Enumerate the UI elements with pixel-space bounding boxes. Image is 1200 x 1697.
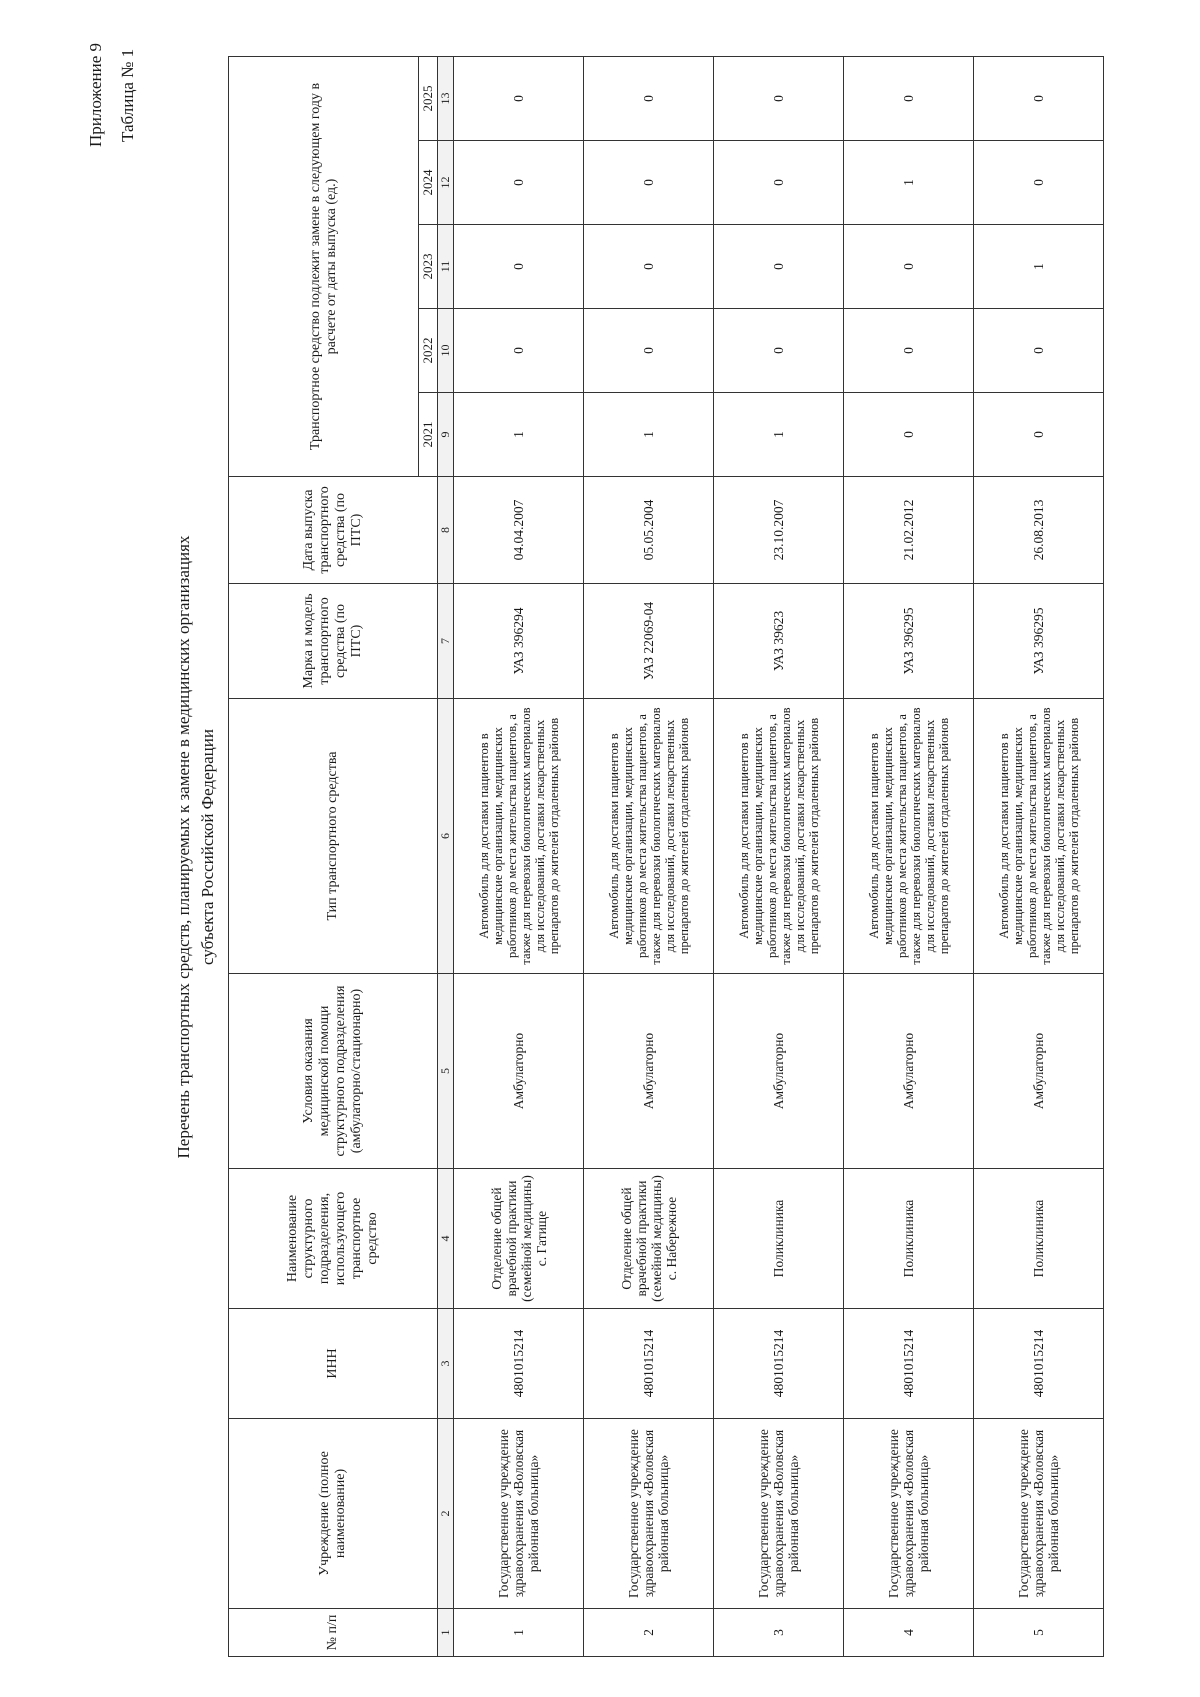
row-year-value: 0: [584, 225, 714, 309]
row-number: 5: [974, 1609, 1104, 1657]
row-year-value: 1: [844, 141, 974, 225]
row-vehicle-type: Автомобиль для доставки пациентов в медицинские организации, медицинских работников до места жительства пациентов, а также для перевозки биологических материалов для исследований, доставки лекарственных препаратов до жителей отдаленных районов: [714, 699, 844, 974]
column-number-row: [438, 56, 454, 1656]
row-vehicle-type: Автомобиль для доставки пациентов в медицинские организации, медицинских работников до места жительства пациентов, а также для перевозки биологических материалов для исследований, доставки лекарственных препаратов до жителей отдаленных районов: [844, 699, 974, 974]
row-conditions: Амбулаторно: [584, 974, 714, 1169]
title-line-1: Перечень транспортных средств, планируемых к замене в медицинских организациях: [174, 535, 193, 1159]
row-year-value: 0: [714, 141, 844, 225]
row-conditions: Амбулаторно: [844, 974, 974, 1169]
annex-label: Приложение 9: [86, 43, 105, 147]
row-year-value: 0: [584, 141, 714, 225]
column-number: 8: [438, 477, 454, 584]
row-unit: Отделение общей врачебной практики (семейной медицины) с. Гатище: [454, 1169, 584, 1309]
column-number: 10: [438, 309, 454, 393]
row-number: 1: [454, 1609, 584, 1657]
row-year-value: 0: [714, 309, 844, 393]
row-unit: Поликлиника: [844, 1169, 974, 1309]
row-unit: Отделение общей врачебной практики (семейной медицины) с. Набережное: [584, 1169, 714, 1309]
col-header-vehicle-type: Тип транспортного средства: [229, 699, 438, 974]
row-year-value: 1: [454, 393, 584, 477]
row-year-value: 0: [844, 225, 974, 309]
row-unit: Поликлиника: [714, 1169, 844, 1309]
row-year-value: 0: [714, 225, 844, 309]
col-header-release-date: Дата выпуска транспортного средства (по ПТС): [229, 477, 438, 584]
document-title: [172, 97, 220, 1597]
row-release-date: 05.05.2004: [584, 477, 714, 584]
row-model: УАЗ 396295: [974, 584, 1104, 699]
row-release-date: 04.04.2007: [454, 477, 584, 584]
row-year-value: 0: [844, 309, 974, 393]
row-unit: Поликлиника: [974, 1169, 1104, 1309]
row-year-value: 1: [584, 393, 714, 477]
row-release-date: 26.08.2013: [974, 477, 1104, 584]
year-header: 2022: [419, 309, 438, 393]
row-inn: 4801015214: [844, 1309, 974, 1419]
row-year-value: 0: [844, 56, 974, 140]
row-model: УАЗ 39623: [714, 584, 844, 699]
table-row: [454, 56, 584, 1656]
row-number: 3: [714, 1609, 844, 1657]
row-organization: Государственное учреждение здравоохранения «Воловская районная больница»: [454, 1419, 584, 1609]
title-line-2: субъекта Российской Федерации: [198, 729, 217, 965]
column-number: 2: [438, 1419, 454, 1609]
col-header-conditions: Условия оказания медицинской помощи структурного подразделения (амбулаторно/стационарно): [229, 974, 438, 1169]
row-vehicle-type: Автомобиль для доставки пациентов в медицинские организации, медицинских работников до места жительства пациентов, а также для перевозки биологических материалов для исследований, доставки лекарственных препаратов до жителей отдаленных районов: [454, 699, 584, 974]
row-year-value: 0: [584, 309, 714, 393]
row-year-value: 0: [974, 309, 1104, 393]
column-number: 12: [438, 141, 454, 225]
row-year-value: 1: [714, 393, 844, 477]
header-row: [229, 56, 419, 1656]
column-number: 4: [438, 1169, 454, 1309]
row-model: УАЗ 396295: [844, 584, 974, 699]
table-row: [584, 56, 714, 1656]
column-number: 6: [438, 699, 454, 974]
row-year-value: 0: [454, 141, 584, 225]
column-number: 5: [438, 974, 454, 1169]
row-inn: 4801015214: [974, 1309, 1104, 1419]
row-conditions: Амбулаторно: [454, 974, 584, 1169]
row-year-value: 0: [454, 309, 584, 393]
row-organization: Государственное учреждение здравоохранения «Воловская районная больница»: [714, 1419, 844, 1609]
col-header-unit: Наименование структурного подразделения, использующего транспортное средство: [229, 1169, 438, 1309]
column-number: 11: [438, 225, 454, 309]
year-header: 2023: [419, 225, 438, 309]
row-year-value: 0: [974, 56, 1104, 140]
row-inn: 4801015214: [714, 1309, 844, 1419]
column-number: 1: [438, 1609, 454, 1657]
row-vehicle-type: Автомобиль для доставки пациентов в медицинские организации, медицинских работников до места жительства пациентов, а также для перевозки биологических материалов для исследований, доставки лекарственных препаратов до жителей отдаленных районов: [584, 699, 714, 974]
row-model: УАЗ 22069-04: [584, 584, 714, 699]
row-release-date: 21.02.2012: [844, 477, 974, 584]
col-header-organization: Учреждение (полное наименование): [229, 1419, 438, 1609]
row-conditions: Амбулаторно: [974, 974, 1104, 1169]
row-year-value: 0: [584, 56, 714, 140]
row-year-value: 0: [714, 56, 844, 140]
table-row: [974, 56, 1104, 1656]
row-inn: 4801015214: [584, 1309, 714, 1419]
table-row: [844, 56, 974, 1656]
row-year-value: 0: [844, 393, 974, 477]
row-organization: Государственное учреждение здравоохранения «Воловская районная больница»: [844, 1419, 974, 1609]
row-year-value: 1: [974, 225, 1104, 309]
year-header: 2021: [419, 393, 438, 477]
col-header-model: Марка и модель транспортного средства (по ПТС): [229, 584, 438, 699]
row-inn: 4801015214: [454, 1309, 584, 1419]
row-organization: Государственное учреждение здравоохранения «Воловская районная больница»: [584, 1419, 714, 1609]
year-header: 2024: [419, 141, 438, 225]
col-header-inn: ИНН: [229, 1309, 438, 1419]
table-number: Таблица № 1: [118, 48, 137, 142]
column-number: 7: [438, 584, 454, 699]
row-year-value: 0: [454, 56, 584, 140]
row-conditions: Амбулаторно: [714, 974, 844, 1169]
row-year-value: 0: [974, 141, 1104, 225]
col-header-replacement-group: Транспортное средство подлежит замене в следующем году в расчете от даты выпуска (ед.): [229, 56, 419, 476]
row-vehicle-type: Автомобиль для доставки пациентов в медицинские организации, медицинских работников до места жительства пациентов, а также для перевозки биологических материалов для исследований, доставки лекарственных препаратов до жителей отдаленных районов: [974, 699, 1104, 974]
row-release-date: 23.10.2007: [714, 477, 844, 584]
column-number: 3: [438, 1309, 454, 1419]
col-header-number: № п/п: [229, 1609, 438, 1657]
row-number: 2: [584, 1609, 714, 1657]
vehicle-table: [228, 56, 1104, 1657]
table-row: [714, 56, 844, 1656]
row-number: 4: [844, 1609, 974, 1657]
row-year-value: 0: [454, 225, 584, 309]
row-year-value: 0: [974, 393, 1104, 477]
row-organization: Государственное учреждение здравоохранения «Воловская районная больница»: [974, 1419, 1104, 1609]
column-number: 13: [438, 56, 454, 140]
column-number: 9: [438, 393, 454, 477]
year-header: 2025: [419, 56, 438, 140]
row-model: УАЗ 396294: [454, 584, 584, 699]
